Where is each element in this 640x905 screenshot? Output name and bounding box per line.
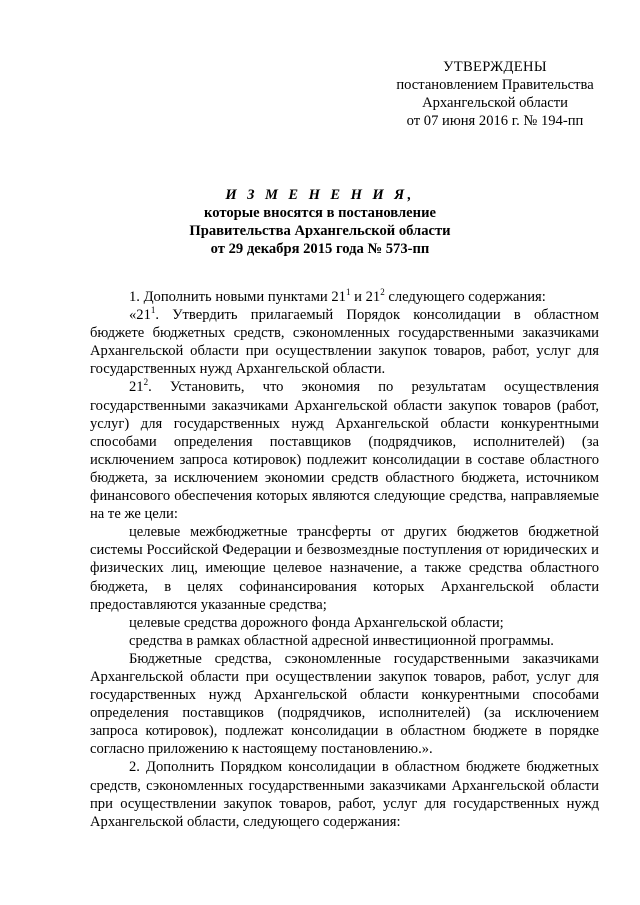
paragraph-3-text-b: . Установить, что экономия по результатам осуществления государственными заказчиками Архангельской области закупок товаров (работ, услуг) для государственных нужд Архангельской области конкурентными способами определения поставщиков (подрядчиков, исполнителей) (за исключением запроса котировок) подлежит консолидации в составе областного бюджета, за исключением экономии средств областного бюджета, источником финансового обеспечения которых являются следующие средства, направляемые на те же цели: [90, 379, 599, 523]
approval-line-date: от 07 июня 2016 г. № 194-пп [406, 113, 584, 129]
paragraph-2-text-b: . Утвердить прилагаемый Порядок консолидации в областном бюджете бюджетных средств, сэкономленных государственными заказчиками Архангельской области при осуществлении закупок товаров, работ, услуг для государственных нужд Архангельской области. [90, 307, 599, 378]
paragraph-1-text-a: 1. Дополнить новыми пунктами 21 [129, 289, 346, 305]
paragraph-4: целевые межбюджетные трансферты от других бюджетов бюджетной системы Российской Федерации и безвозмездные поступления от юридических и физических лиц, имеющие целевое назначение, а также средства областного бюджета, в целях софинансирования которых Архангельской области предоставляются указанные средства; [90, 524, 599, 613]
paragraph-3-sup: 2 [143, 377, 149, 388]
approval-title: УТВЕРЖДЕНЫ [443, 59, 547, 75]
heading-line-government: Правительства Архангельской области [189, 223, 451, 239]
paragraph-3-text-a: 21 [129, 379, 144, 396]
paragraph-2-text-a: «21 [129, 307, 151, 324]
approval-stamp [360, 58, 630, 130]
paragraph-6: средства в рамках областной адресной инвестиционной программы. [129, 632, 554, 649]
paragraph-3 [90, 378, 599, 523]
paragraph-7: Бюджетные средства, сэкономленные государственными заказчиками Архангельской области при осуществлении закупок товаров, работ, услуг для государственных нужд Архангельской области конкурентными способами определения поставщиков (подрядчиков, исполнителей) (за исключением запроса котировок), подлежат консолидации в областном бюджете в порядке согласно приложению к настоящему постановлению.». [90, 650, 599, 758]
heading-line-subject: которые вносятся в постановление [204, 205, 436, 221]
paragraph-5: целевые средства дорожного фонда Архангельской области; [129, 614, 504, 631]
heading-line-date: от 29 декабря 2015 года № 573-пп [210, 241, 430, 257]
heading-title: И З М Е Н Е Н И Я, [225, 187, 415, 203]
paragraph-8: 2. Дополнить Порядком консолидации в областном бюджете бюджетных средств, сэкономленных государственными заказчиками Архангельской области при осуществлении закупок товаров, работ, услуг для государственных нужд Архангельской области, следующего содержания: [90, 759, 599, 830]
paragraph-1-text-b: и 21 [350, 289, 381, 305]
paragraph-1-sup-b: 2 [380, 287, 385, 297]
approval-line-region: Архангельской области [422, 95, 568, 111]
paragraph-1-sup-a: 1 [345, 287, 351, 297]
document-body [90, 288, 599, 831]
approval-line-decree: постановлением Правительства [396, 77, 594, 93]
paragraph-1-text-c: следующего содержания: [384, 289, 546, 305]
paragraph-2-sup: 1 [150, 305, 156, 316]
paragraph-2 [90, 306, 599, 378]
document-heading [90, 186, 550, 258]
paragraph-1 [90, 288, 599, 306]
